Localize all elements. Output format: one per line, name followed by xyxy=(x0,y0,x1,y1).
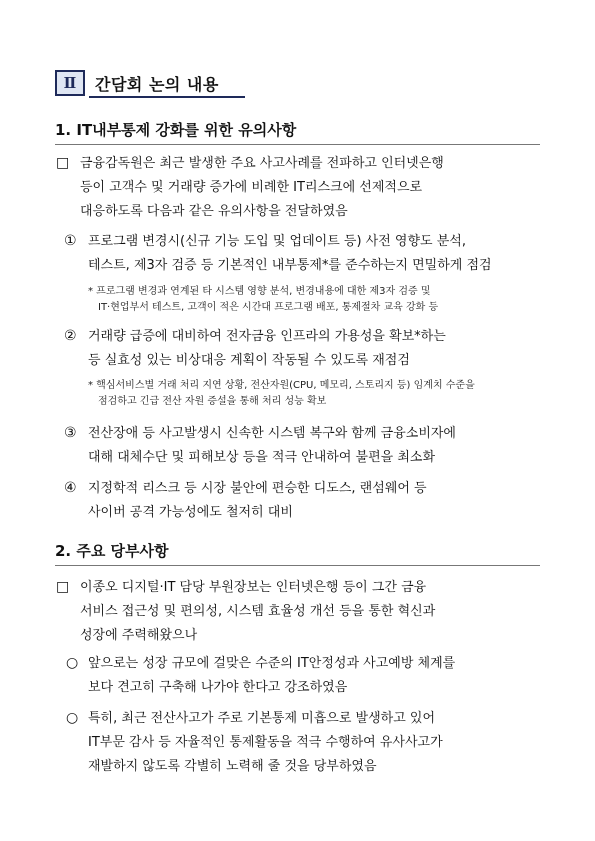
section-title: 간담회 논의 내용 xyxy=(95,75,219,94)
square-bullet-icon: □ xyxy=(56,155,70,171)
item-1-note-line-1: * 프로그램 변경과 연계된 타 시스템 영향 분석, 변경내용에 대한 제3자 검증 및 xyxy=(88,286,431,297)
subsection-1-rule xyxy=(55,144,540,145)
point-1-line-2: 보다 견고히 구축해 나가야 한다고 강조하였음 xyxy=(88,680,348,695)
point-2-line-2: IT부문 감사 등 자율적인 통제활동을 적극 수행하여 유사사고가 xyxy=(88,735,443,750)
item-3-line-1: 전산장애 등 사고발생시 신속한 시스템 복구와 함께 금융소비자에 xyxy=(88,426,456,441)
square-bullet-icon: □ xyxy=(56,579,70,595)
point-1-line-1: 앞으로는 성장 규모에 걸맞은 수준의 IT안정성과 사고예방 체계를 xyxy=(88,656,456,671)
sub2-intro-line-2: 서비스 접근성 및 편의성, 시스템 효율성 개선 등을 통한 혁신과 xyxy=(80,604,436,619)
item-2-line-2: 등 실효성 있는 비상대응 계획이 작동될 수 있도록 재점검 xyxy=(88,353,410,368)
sub1-intro-line-1: 금융감독원은 최근 발생한 주요 사고사례를 전파하고 인터넷은행 xyxy=(80,156,444,171)
circled-number-1-icon: ① xyxy=(64,233,77,249)
circle-bullet-icon: ○ xyxy=(66,710,79,726)
section-number-box: Ⅱ xyxy=(55,70,85,96)
subsection-2-rule xyxy=(55,565,540,566)
subsection-2-title: 2. 주요 당부사항 xyxy=(55,542,169,560)
subsection-1-title: 1. IT내부통제 강화를 위한 유의사항 xyxy=(55,121,297,139)
item-1-note-line-2: IT·현업부서 테스트, 고객이 적은 시간대 프로그램 배포, 통제절차 교육 강화 등 xyxy=(98,302,439,313)
item-2-line-1: 거래량 급증에 대비하여 전자금융 인프라의 가용성을 확보*하는 xyxy=(88,329,446,344)
item-2-note-line-1: * 핵심서비스별 거래 처리 지연 상황, 전산자원(CPU, 메모리, 스토리지 등) 임계치 수준을 xyxy=(88,380,475,391)
circle-bullet-icon: ○ xyxy=(66,655,79,671)
item-1-line-1: 프로그램 변경시(신규 기능 도입 및 업데이트 등) 사전 영향도 분석, xyxy=(88,234,466,249)
point-2-line-1: 특히, 최근 전산사고가 주로 기본통제 미흡으로 발생하고 있어 xyxy=(88,711,436,726)
section-title-underline xyxy=(89,96,245,98)
item-4-line-2: 사이버 공격 가능성에도 철저히 대비 xyxy=(88,505,293,520)
sub1-intro-line-2: 등이 고객수 및 거래량 증가에 비례한 IT리스크에 선제적으로 xyxy=(80,180,423,195)
item-1-line-2: 테스트, 제3자 검증 등 기본적인 내부통제*를 준수하는지 면밀하게 점검 xyxy=(88,258,492,273)
circled-number-2-icon: ② xyxy=(64,328,77,344)
item-3-line-2: 대해 대체수단 및 피해보상 등을 적극 안내하여 불편을 최소화 xyxy=(88,450,436,465)
item-2-note-line-2: 점검하고 긴급 전산 자원 증설을 통해 처리 성능 확보 xyxy=(98,396,327,407)
sub2-intro-line-1: 이종오 디지털·IT 담당 부원장보는 인터넷은행 등이 그간 금융 xyxy=(80,580,427,595)
item-4-line-1: 지정학적 리스크 등 시장 불안에 편승한 디도스, 랜섬웨어 등 xyxy=(88,481,427,496)
sub2-intro-line-3: 성장에 주력해왔으나 xyxy=(80,628,198,643)
circled-number-4-icon: ④ xyxy=(64,480,77,496)
circled-number-3-icon: ③ xyxy=(64,425,77,441)
point-2-line-3: 재발하지 않도록 각별히 노력해 줄 것을 당부하였음 xyxy=(88,759,377,774)
sub1-intro-line-3: 대응하도록 다음과 같은 유의사항을 전달하였음 xyxy=(80,204,348,219)
